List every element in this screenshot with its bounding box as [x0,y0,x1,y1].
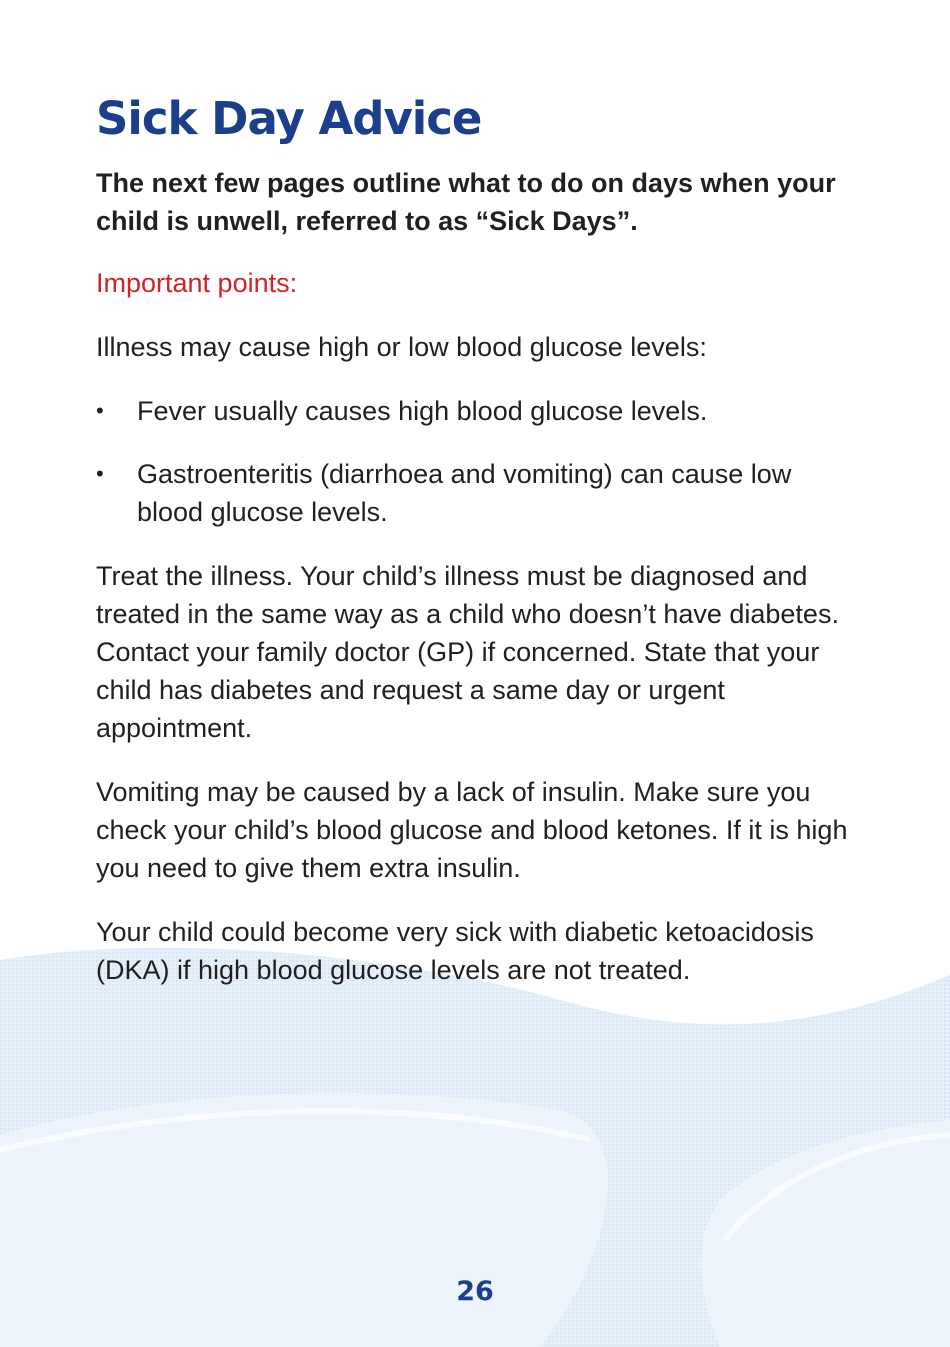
paragraph-dka: Your child could become very sick with diabetic ketoacidosis (DKA) if high blood glucose levels are not treated. [96,917,814,985]
bullet-list [96,392,856,531]
list-item [96,392,856,430]
intro-text: The next few pages outline what to do on days when your child is unwell, referred to as “Sick Days”. [96,168,836,236]
list-item-text: Gastroenteritis (diarrhoea and vomiting) can cause low blood glucose levels. [137,459,792,527]
list-item [96,455,856,531]
bullet-dot-icon: • [96,398,104,423]
lead-paragraph: Illness may cause high or low blood glucose levels: [96,332,707,362]
paragraph-treat-illness: Treat the illness. Your child’s illness must be diagnosed and treated in the same way as a child who doesn’t have diabetes. Contact your family doctor (GP) if concerned. State that your child has diabetes and request a same day or urgent appointment. [96,561,839,743]
page-title: Sick Day Advice [96,92,482,145]
important-points-heading: Important points: [96,268,298,298]
paragraph-vomiting: Vomiting may be caused by a lack of insulin. Make sure you check your child’s blood glucose and blood ketones. If it is high you need to give them extra insulin. [96,777,848,883]
list-item-text: Fever usually causes high blood glucose levels. [137,396,708,426]
page-number: 26 [456,1276,494,1307]
bullet-dot-icon: • [96,461,104,486]
page-content [96,88,856,989]
